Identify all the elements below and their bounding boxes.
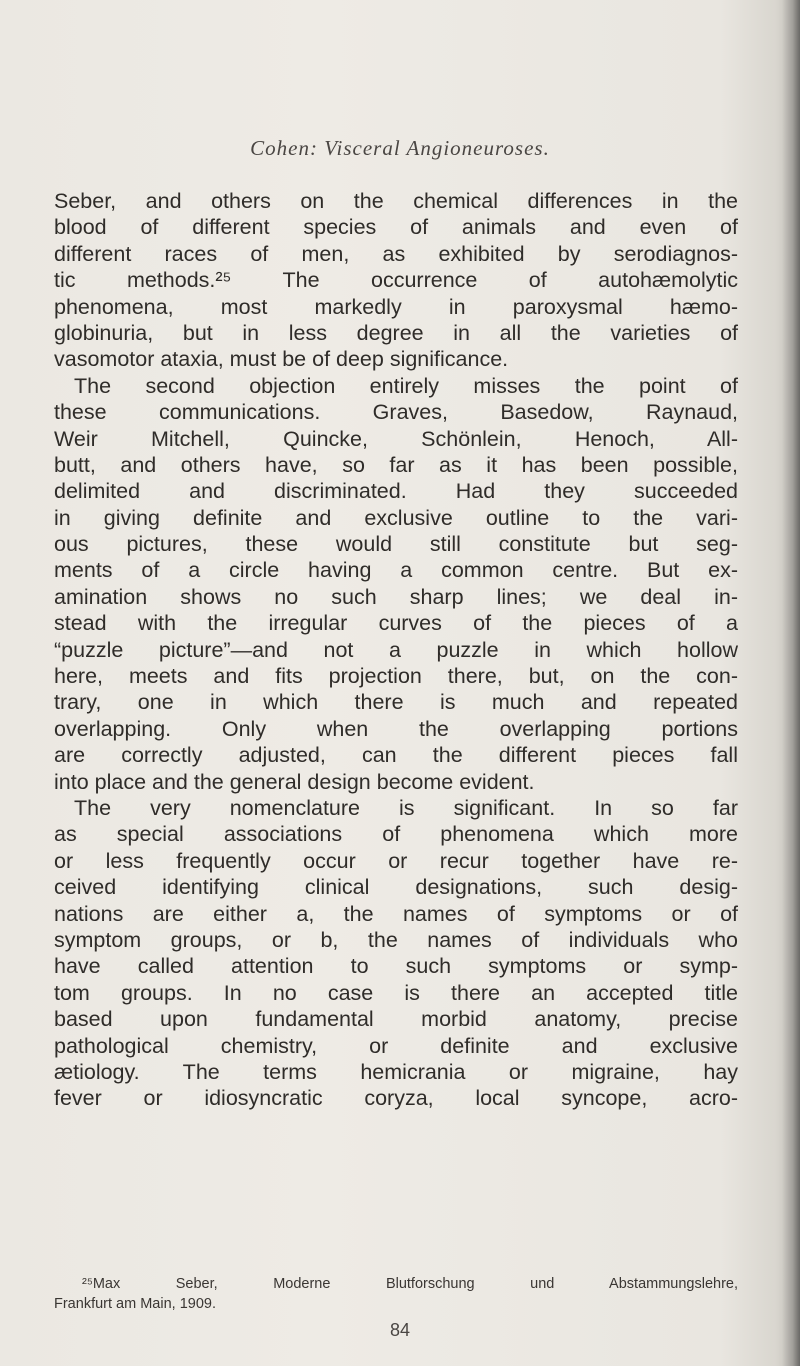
text-line: based upon fundamental morbid anatomy, precise — [54, 1007, 738, 1032]
text-line: have called attention to such symptoms or symp- — [54, 954, 738, 979]
text-line: ætiology. The terms hemicrania or migraine, hay — [54, 1059, 738, 1084]
running-head: Cohen: Visceral Angioneuroses. — [250, 136, 550, 160]
text-line: globinuria, but in less degree in all the varieties of — [54, 320, 738, 345]
text-line: these communications. Graves, Basedow, Raynaud, — [54, 400, 738, 425]
footnote — [54, 1274, 738, 1314]
text-line: as special associations of phenomena which more — [54, 822, 738, 847]
text-line: different races of men, as exhibited by serodiagnos- — [54, 241, 738, 266]
text-line: The second objection entirely misses the point of — [74, 373, 738, 398]
text-line: butt, and others have, so far as it has been possible, — [54, 452, 738, 477]
text-line: or less frequently occur or recur together have re- — [54, 848, 738, 873]
text-line: vasomotor ataxia, must be of deep significance. — [54, 347, 509, 372]
text-line: Weir Mitchell, Quincke, Schönlein, Henoch, All- — [54, 426, 738, 451]
text-line: are correctly adjusted, can the different pieces fall — [54, 743, 738, 768]
body-text — [54, 188, 738, 1112]
text-line: The very nomenclature is significant. In so far — [74, 795, 738, 820]
text-line: nations are either a, the names of symptoms or of — [54, 901, 738, 926]
text-line: ous pictures, these would still constitute but seg- — [54, 532, 738, 557]
text-line: into place and the general design become evident. — [54, 769, 535, 794]
text-line: trary, one in which there is much and repeated — [54, 690, 738, 715]
text-line: delimited and discriminated. Had they succeeded — [54, 479, 738, 504]
text-line: tom groups. In no case is there an accepted title — [54, 980, 738, 1005]
footnote-line: Frankfurt am Main, 1909. — [54, 1296, 216, 1312]
text-line: amination shows no such sharp lines; we deal in- — [54, 584, 738, 609]
text-line: tic methods.²⁵ The occurrence of autohæmolytic — [54, 268, 738, 293]
page-edge-shadow — [782, 0, 800, 1366]
text-line: ments of a circle having a common centre. But ex- — [54, 558, 738, 583]
text-line: fever or idiosyncratic coryza, local syncope, acro- — [54, 1086, 738, 1111]
text-line: symptom groups, or b, the names of individuals who — [54, 927, 738, 952]
text-line: pathological chemistry, or definite and exclusive — [54, 1033, 738, 1058]
text-line: phenomena, most markedly in paroxysmal hæmo- — [54, 294, 738, 319]
footnote-line: ²⁵Max Seber, Moderne Blutforschung und Abstammungslehre, — [82, 1276, 738, 1292]
text-line: blood of different species of animals and even of — [54, 215, 738, 240]
text-line: here, meets and fits projection there, but, on the con- — [54, 664, 738, 689]
text-line: “puzzle picture”—and not a puzzle in which hollow — [54, 637, 738, 662]
page-number: 84 — [389, 1320, 411, 1340]
text-line: Seber, and others on the chemical differences in the — [54, 189, 738, 213]
text-line: stead with the irregular curves of the pieces of a — [54, 611, 738, 636]
text-line: overlapping. Only when the overlapping portions — [54, 716, 738, 741]
text-line: ceived identifying clinical designations, such desig- — [54, 875, 738, 900]
text-line: in giving definite and exclusive outline to the vari- — [54, 505, 738, 530]
